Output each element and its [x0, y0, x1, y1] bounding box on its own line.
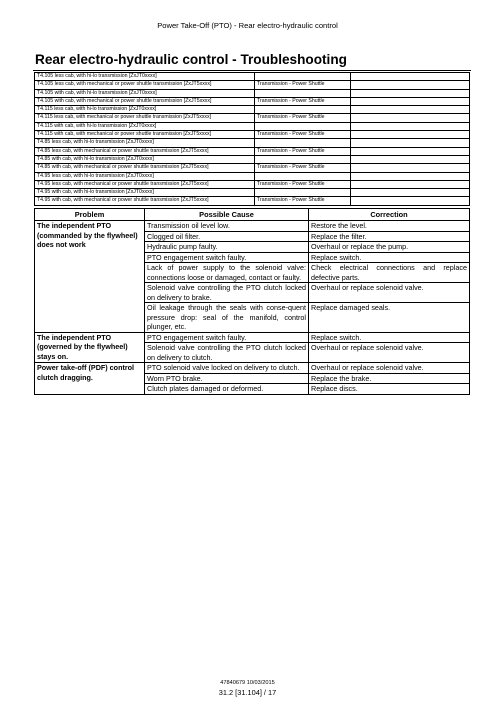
footer-page-number: 31.2 [31.104] / 17 — [218, 688, 277, 697]
cause-cell: Solenoid valve controlling the PTO clutch locked on delivery to clutch. — [145, 343, 309, 363]
model-row — [35, 180, 470, 188]
model-row — [35, 106, 470, 114]
model-cell — [255, 106, 351, 114]
cause-cell: PTO engagement switch faulty. — [145, 332, 309, 343]
model-cell — [351, 147, 470, 155]
model-applicability-table — [34, 72, 470, 206]
model-cell — [255, 73, 351, 81]
model-cell: T4.85 with cab, with mechanical or power shuttle transmission [ZxJT5xxxx] — [35, 164, 255, 172]
table-header-row — [35, 209, 470, 221]
model-row — [35, 155, 470, 163]
troubleshooting-table — [34, 208, 470, 395]
correction-cell: Replace switch. — [309, 252, 470, 263]
model-cell: T4.105 with cab, with mechanical or power shuttle transmission [ZxJT5xxxx] — [35, 97, 255, 105]
cause-cell: Transmission oil level low. — [145, 221, 309, 232]
model-cell — [351, 180, 470, 188]
model-cell — [351, 106, 470, 114]
model-cell: T4.105 less cab, with mechanical or power shuttle transmission [ZxJT5xxxx] — [35, 81, 255, 89]
model-cell: Transmission - Power Shuttle — [255, 164, 351, 172]
model-cell: Transmission - Power Shuttle — [255, 81, 351, 89]
model-cell: Transmission - Power Shuttle — [255, 197, 351, 205]
model-cell: T4.115 less cab, with mechanical or power shuttle transmission [ZxJT5xxxx] — [35, 114, 255, 122]
title-rule — [33, 70, 471, 71]
model-cell — [255, 155, 351, 163]
cause-cell: Hydraulic pump faulty. — [145, 242, 309, 253]
model-cell: T4.95 less cab, with mechanical or power shuttle transmission [ZxJT5xxxx] — [35, 180, 255, 188]
model-cell — [351, 164, 470, 172]
correction-cell: Replace the brake. — [309, 373, 470, 384]
cause-cell: PTO engagement switch faulty. — [145, 252, 309, 263]
model-cell — [255, 122, 351, 130]
problem-cell: Power take-off (PDF) control clutch dragging. — [35, 363, 145, 395]
problem-cell: The independent PTO (governed by the flywheel) stays on. — [35, 332, 145, 363]
model-cell: T4.85 less cab, with hi-lo transmission [ZxJT0xxxx] — [35, 139, 255, 147]
model-cell: T4.105 less cab, with hi-lo transmission [ZxJT0xxxx] — [35, 73, 255, 81]
model-row — [35, 147, 470, 155]
model-cell: T4.95 with cab, with mechanical or power shuttle transmission [ZxJT5xxxx] — [35, 197, 255, 205]
model-cell — [351, 114, 470, 122]
correction-cell: Overhaul or replace solenoid valve. — [309, 343, 470, 363]
model-row — [35, 122, 470, 130]
cause-cell: Oil leakage through the seals with conse-quent pressure drop: seal of the manifold, control plunger, etc. — [145, 303, 309, 333]
model-cell: T4.115 with cab, with hi-lo transmission [ZxJT0xxxx] — [35, 122, 255, 130]
correction-cell: Replace switch. — [309, 332, 470, 343]
model-cell: T4.85 less cab, with mechanical or power shuttle transmission [ZxJT5xxxx] — [35, 147, 255, 155]
model-cell — [351, 81, 470, 89]
table-row — [35, 221, 470, 232]
model-cell: T4.105 with cab, with hi-lo transmission [ZxJT0xxxx] — [35, 89, 255, 97]
model-row — [35, 81, 470, 89]
correction-cell: Overhaul or replace solenoid valve. — [309, 283, 470, 303]
cause-cell: Clogged oil filter. — [145, 231, 309, 242]
model-cell — [351, 139, 470, 147]
model-row — [35, 172, 470, 180]
model-row — [35, 114, 470, 122]
model-cell — [255, 139, 351, 147]
model-cell: T4.95 with cab, with hi-lo transmission [ZxJT0xxxx] — [35, 189, 255, 197]
model-cell — [351, 189, 470, 197]
model-cell — [351, 155, 470, 163]
model-cell: Transmission - Power Shuttle — [255, 114, 351, 122]
model-row — [35, 139, 470, 147]
model-cell — [351, 131, 470, 139]
header-possible-cause: Possible Cause — [145, 209, 309, 221]
model-row — [35, 197, 470, 205]
footer-document-code: 47840679 10/03/2015 — [220, 680, 275, 686]
correction-cell: Replace the filter. — [309, 231, 470, 242]
model-row — [35, 131, 470, 139]
model-row — [35, 164, 470, 172]
model-row — [35, 89, 470, 97]
correction-cell: Overhaul or replace the pump. — [309, 242, 470, 253]
header-correction: Correction — [309, 209, 470, 221]
model-cell — [351, 73, 470, 81]
model-cell — [255, 89, 351, 97]
correction-cell: Overhaul or replace solenoid valve. — [309, 363, 470, 374]
model-row — [35, 189, 470, 197]
model-cell: Transmission - Power Shuttle — [255, 97, 351, 105]
model-cell: T4.115 less cab, with hi-lo transmission [ZxJT0xxxx] — [35, 106, 255, 114]
header-problem: Problem — [35, 209, 145, 221]
table-row — [35, 363, 470, 374]
model-cell — [351, 97, 470, 105]
section-title: Rear electro-hydraulic control - Troubleshooting — [35, 52, 347, 67]
model-cell — [351, 172, 470, 180]
model-cell: Transmission - Power Shuttle — [255, 131, 351, 139]
model-row — [35, 73, 470, 81]
table-row — [35, 332, 470, 343]
model-cell — [351, 89, 470, 97]
problem-cell: The independent PTO (commanded by the flywheel) does not work — [35, 221, 145, 333]
cause-cell: Solenoid valve controlling the PTO clutch locked on delivery to brake. — [145, 283, 309, 303]
running-header: Power Take-Off (PTO) - Rear electro-hydraulic control — [157, 21, 338, 30]
model-cell — [255, 189, 351, 197]
model-cell — [351, 197, 470, 205]
correction-cell: Restore the level. — [309, 221, 470, 232]
cause-cell: Lack of power supply to the solenoid valve: connections loose or damaged, contact or faulty. — [145, 263, 309, 283]
model-row — [35, 97, 470, 105]
model-cell: T4.115 with cab, with mechanical or power shuttle transmission [ZxJT5xxxx] — [35, 131, 255, 139]
correction-cell: Replace discs. — [309, 384, 470, 395]
cause-cell: Clutch plates damaged or deformed. — [145, 384, 309, 395]
correction-cell: Replace damaged seals. — [309, 303, 470, 333]
model-cell — [351, 122, 470, 130]
cause-cell: PTO solenoid valve locked on delivery to clutch. — [145, 363, 309, 374]
correction-cell: Check electrical connections and replace defective parts. — [309, 263, 470, 283]
model-cell — [255, 172, 351, 180]
model-cell: T4.85 with cab, with hi-lo transmission [ZxJT0xxxx] — [35, 155, 255, 163]
model-cell: Transmission - Power Shuttle — [255, 180, 351, 188]
model-cell: T4.95 less cab, with hi-lo transmission [ZxJT0xxxx] — [35, 172, 255, 180]
model-cell: Transmission - Power Shuttle — [255, 147, 351, 155]
cause-cell: Worn PTO brake. — [145, 373, 309, 384]
